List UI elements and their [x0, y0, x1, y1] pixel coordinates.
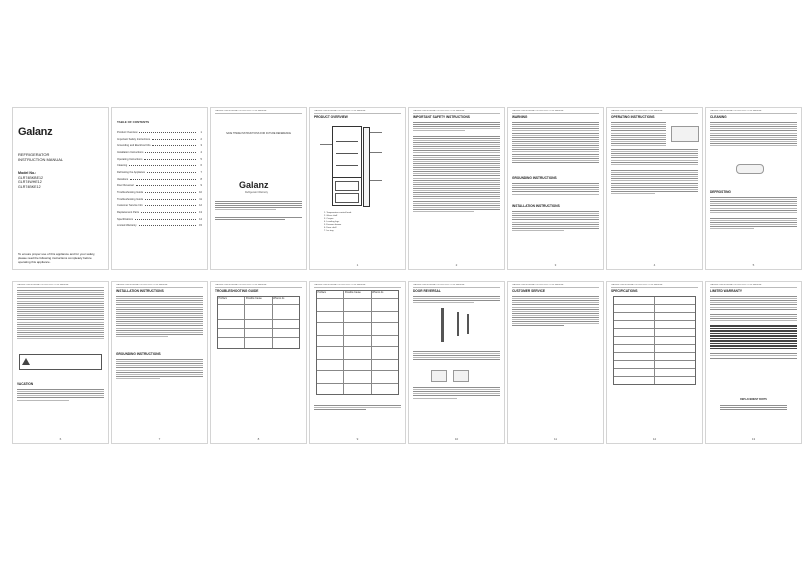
- service-heading: REPLACEMENT PARTS: [740, 398, 767, 401]
- tool-illustration: [467, 314, 469, 334]
- model-number: GLR74BKE12: [18, 184, 41, 189]
- running-header: GALANZ REFRIGERATOR INSTRUCTION MANUAL: [710, 110, 797, 114]
- model-label: Model No.:: [18, 171, 37, 175]
- toc-item[interactable]: Specifications 14: [117, 217, 202, 221]
- page-number: 11: [553, 437, 558, 441]
- page-number: 13: [751, 437, 756, 441]
- troubleshooting-table: Problem Possible Cause What to do: [217, 296, 300, 349]
- section-heading: INSTALLATION INSTRUCTIONS: [512, 204, 560, 208]
- manual-page-8: [210, 281, 307, 444]
- body-text: [611, 148, 698, 195]
- body-text: [710, 295, 797, 360]
- running-header: GALANZ REFRIGERATOR INSTRUCTION MANUAL: [512, 284, 599, 288]
- cover-title: [18, 152, 63, 162]
- welcome-text: [215, 200, 302, 221]
- cover-models: [18, 171, 43, 189]
- body-text: [17, 289, 104, 340]
- tool-illustration: [457, 312, 459, 336]
- page-number: 12: [652, 437, 657, 441]
- troubleshooting-table: Problem Possible Cause What to do: [316, 290, 399, 395]
- body-text: [512, 121, 599, 164]
- toc-item[interactable]: Grounding and Electrical Info 3: [117, 144, 202, 148]
- section-heading: PRODUCT OVERVIEW: [314, 115, 348, 119]
- manual-page-13-warranty: [705, 281, 802, 444]
- welcome-sub: Refrigerator Warranty: [245, 191, 268, 194]
- toc-heading: TABLE OF CONTENTS: [117, 120, 150, 124]
- manual-page-safety: [408, 107, 505, 270]
- toc-item[interactable]: Customer Service Info 12: [117, 204, 202, 208]
- manual-page-10: [408, 281, 505, 444]
- welcome-heading: SAVE THESE INSTRUCTIONS FOR FUTURE REFERENCE: [226, 132, 291, 135]
- manual-page-11: [507, 281, 604, 444]
- running-header: GALANZ REFRIGERATOR INSTRUCTION MANUAL: [116, 284, 203, 288]
- toc-item[interactable]: Vacations 8: [117, 177, 202, 181]
- model-number: GLR74WHE12: [18, 180, 42, 185]
- brand-logo: Galanz: [18, 126, 53, 138]
- page-number: 2: [455, 263, 458, 267]
- section-heading: TROUBLESHOOTING GUIDE: [215, 289, 259, 293]
- body-text: [512, 295, 599, 328]
- running-header: GALANZ REFRIGERATOR INSTRUCTION MANUAL: [710, 284, 797, 288]
- body-text: [413, 350, 500, 362]
- running-header: GALANZ REFRIGERATOR INSTRUCTION MANUAL: [413, 110, 500, 114]
- manual-page-12-specs: [606, 281, 703, 444]
- body-text: [116, 295, 203, 338]
- toc-item[interactable]: Troubleshooting Guide 10: [117, 191, 202, 195]
- toc-item[interactable]: Operating Instructions 5: [117, 157, 202, 161]
- section-heading: INSTALLATION INSTRUCTIONS: [116, 289, 164, 293]
- running-header: GALANZ REFRIGERATOR INSTRUCTION MANUAL: [314, 110, 401, 114]
- body-text: [314, 404, 401, 411]
- toc-item[interactable]: Cleaning 6: [117, 164, 202, 168]
- manual-page-toc: [111, 107, 208, 270]
- body-text: [512, 210, 599, 232]
- manual-page-operating: [606, 107, 703, 270]
- running-header: GALANZ REFRIGERATOR INSTRUCTION MANUAL: [215, 110, 302, 114]
- toc-item[interactable]: Replacement Parts 13: [117, 211, 202, 215]
- body-text: [413, 121, 500, 213]
- page-number: 5: [752, 263, 755, 267]
- parts-list: 1. Temperature control knob 2. Glass shelf 3. Crisper 4. Leveling legs 5. Freezer drawer 6. Door shelf 7. Ice tray: [324, 212, 352, 232]
- illustration: [671, 126, 699, 142]
- manual-page-7: [111, 281, 208, 444]
- illustration: [453, 370, 469, 382]
- cover-note: To ensure proper use of this appliance and for your safety, please read the following instructions completely before operating this appliance.: [18, 252, 96, 264]
- page-number: 6: [59, 437, 62, 441]
- toc-item[interactable]: Troubleshooting Guide 11: [117, 197, 202, 201]
- body-text: [116, 358, 203, 380]
- section-heading: IMPORTANT SAFETY INSTRUCTIONS: [413, 115, 470, 119]
- toc-item[interactable]: Defrosting the Appliance 7: [117, 170, 202, 174]
- toc-item[interactable]: Product Overview 1: [117, 130, 202, 134]
- body-text: [17, 388, 104, 402]
- specs-table: [613, 296, 696, 385]
- running-header: GALANZ REFRIGERATOR INSTRUCTION MANUAL: [314, 284, 401, 288]
- body-text: [710, 196, 797, 231]
- running-header: GALANZ REFRIGERATOR INSTRUCTION MANUAL: [17, 284, 104, 288]
- section-heading: WARNING: [512, 115, 528, 119]
- manual-page-welcome: [210, 107, 307, 270]
- toc-item[interactable]: Door Reversal 9: [117, 184, 202, 188]
- page-number: 7: [158, 437, 161, 441]
- section-heading: GROUNDING INSTRUCTIONS: [116, 352, 161, 356]
- service-contact: [720, 404, 787, 411]
- cover-title-line2: INSTRUCTION MANUAL: [18, 157, 64, 162]
- toc-item[interactable]: Limited Warranty 15: [117, 224, 202, 228]
- page-number: 3: [554, 263, 557, 267]
- warning-box: [19, 354, 102, 370]
- body-text: [611, 121, 666, 147]
- body-text: [710, 121, 797, 147]
- body-text: [512, 182, 599, 196]
- running-header: GALANZ REFRIGERATOR INSTRUCTION MANUAL: [512, 110, 599, 114]
- page-number: 4: [653, 263, 656, 267]
- page-number: 1: [356, 263, 359, 267]
- page-number: 10: [454, 437, 459, 441]
- model-number: GLR74BKBE12: [18, 175, 43, 180]
- manual-page-9: [309, 281, 406, 444]
- section-heading: CLEANING: [710, 115, 727, 119]
- brand-logo: Galanz: [239, 180, 269, 190]
- running-header: GALANZ REFRIGERATOR INSTRUCTION MANUAL: [413, 284, 500, 288]
- toc-item[interactable]: Important Safety Instructions 2: [117, 137, 202, 141]
- running-header: GALANZ REFRIGERATOR INSTRUCTION MANUAL: [215, 284, 302, 288]
- section-heading: SPECIFICATIONS: [611, 289, 638, 293]
- page-number: 9: [356, 437, 359, 441]
- section-heading: VACATION: [17, 382, 34, 386]
- manual-page-product-overview: [309, 107, 406, 270]
- illustration: [431, 370, 447, 382]
- page-number: 8: [257, 437, 260, 441]
- warning-icon: [22, 358, 30, 365]
- section-heading: GROUNDING INSTRUCTIONS: [512, 176, 557, 180]
- running-header: GALANZ REFRIGERATOR INSTRUCTION MANUAL: [611, 284, 698, 288]
- manual-page-6: [12, 281, 109, 444]
- table-of-contents: [117, 120, 202, 229]
- section-heading: CUSTOMER SERVICE: [512, 289, 546, 293]
- hinge-illustration: [441, 308, 444, 342]
- body-text: [413, 295, 500, 304]
- manual-page-cleaning: [705, 107, 802, 270]
- cover-title-line1: REFRIGERATOR: [18, 152, 50, 157]
- manual-page-cover: [12, 107, 109, 270]
- section-heading: DOOR REVERSAL: [413, 289, 441, 293]
- section-heading: OPERATING INSTRUCTIONS: [611, 115, 655, 119]
- illustration: [736, 164, 764, 174]
- body-text: [413, 386, 500, 400]
- section-heading: DEFROSTING: [710, 190, 731, 194]
- manual-page-warning: [507, 107, 604, 270]
- section-heading: LIMITED WARRANTY: [710, 289, 743, 293]
- running-header: GALANZ REFRIGERATOR INSTRUCTION MANUAL: [611, 110, 698, 114]
- toc-item[interactable]: Installation Instructions 4: [117, 150, 202, 154]
- fridge-diagram: [332, 126, 362, 206]
